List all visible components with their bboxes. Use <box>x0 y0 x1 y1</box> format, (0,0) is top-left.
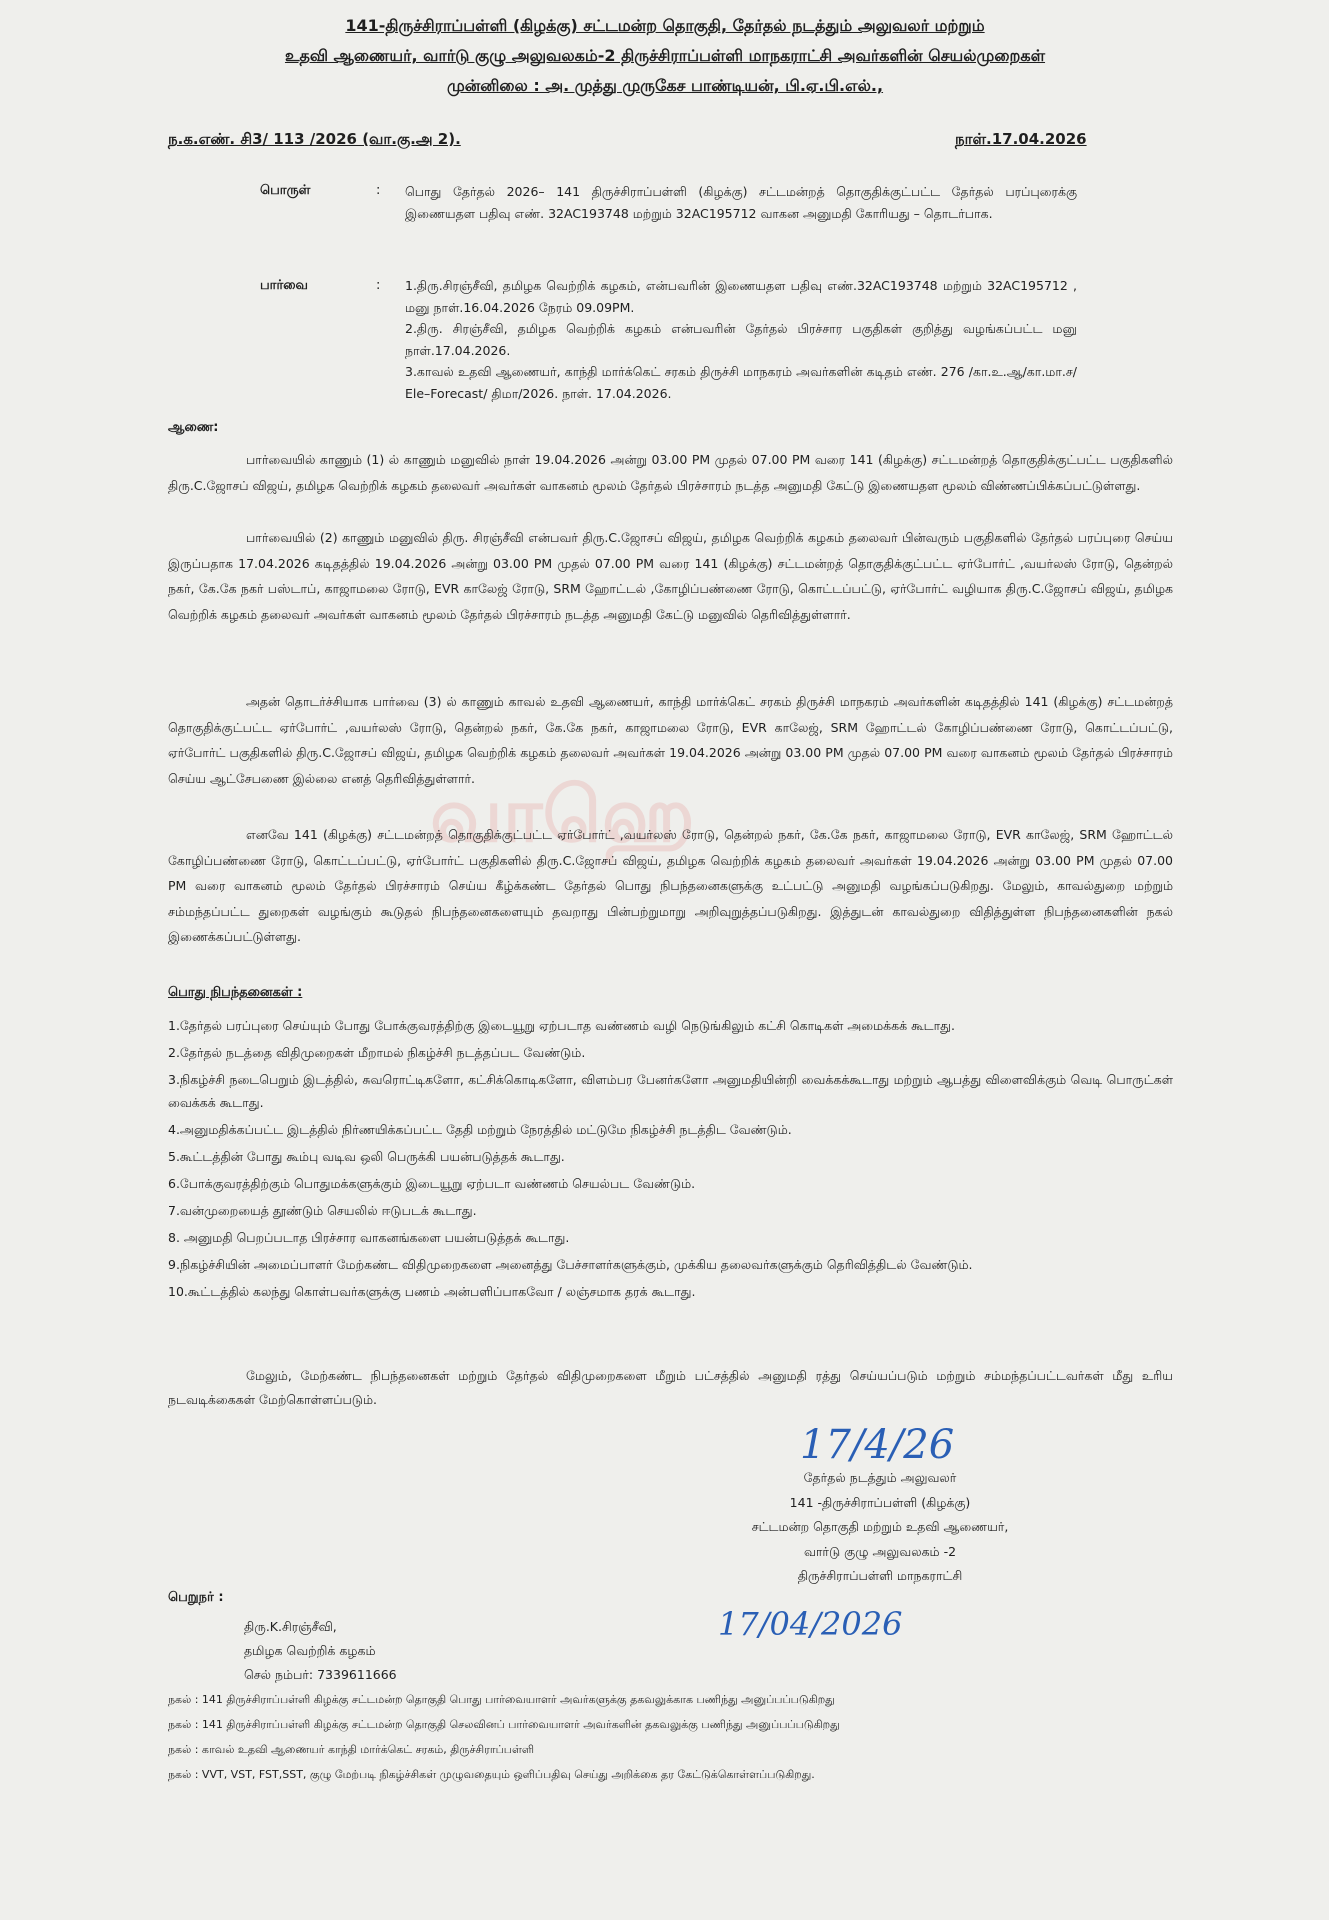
subject-colon: : <box>376 183 381 198</box>
condition-item: 10.கூட்டத்தில் கலந்து கொள்பவர்களுக்கு பணம் அன்பளிப்பாகவோ / லஞ்சமாக தரக் கூடாது. <box>168 1284 696 1299</box>
condition-item: 9.நிகழ்ச்சியின் அமைப்பாளர் மேற்கண்ட விதிமுறைகளை அனைத்து பேச்சாளர்களுக்கும், முக்கிய தலைவர்களுக்கும் தெரிவித்திடல் வேண்டும். <box>168 1257 973 1272</box>
order-paragraph-3: அதன் தொடர்ச்சியாக பார்வை (3) ல் காணும் காவல் உதவி ஆணையர், காந்தி மார்க்கெட் சரகம் திருச்சி மாநகரம் அவர்களின் கடிதத்தில் 141 (கிழக்கு) சட்டமன்றத் தொகுதிக்குட்பட்ட ஏர்போர்ட் ,வயர்லஸ் ரோடு, தென்றல் நகர், கே.கே நகர், காஜாமலை ரோடு, EVR காலேஜ், SRM ஹோட்டல் கோழிப்பண்ணை ரோடு, கொட்டப்பட்டு, ஏர்போர்ட் பகுதிகளில் திரு.C.ஜோசப் விஜய், தமிழக வெற்றிக் கழகம் தலைவர் அவர்கள் 19.04.2026 அன்று 03.00 PM முதல் 07.00 PM வரை வாகனம் மூலம் தேர்தல் பிரச்சாரம் செய்ய ஆட்சேபணை இல்லை எனத் தெரிவித்துள்ளார். <box>168 694 1173 786</box>
recipient-line: திரு.K.சிரஞ்சீவி, <box>244 1619 337 1634</box>
condition-item: 3.நிகழ்ச்சி நடைபெறும் இடத்தில், சுவரொட்டிகளோ, கட்சிக்கொடிகளோ, விளம்பர பேனர்களோ அனுமதியின்றி வைக்கக்கூடாது மற்றும் ஆபத்து விளைவிக்கும் வெடி பொருட்கள் வைக்கக் கூடாது. <box>168 1072 1173 1110</box>
signature-line: தேர்தல் நடத்தும் அலுவலர் <box>803 1470 957 1485</box>
copy-item: நகல் : 141 திருச்சிராப்பள்ளி கிழக்கு சட்டமன்ற தொகுதி செலவினப் பார்வையாளர் அவர்களின் தகவலுக்கு பணிந்து அனுப்பப்படுகிறது <box>168 1718 840 1731</box>
order-paragraph-1: பார்வையில் காணும் (1) ல் காணும் மனுவில் நாள் 19.04.2026 அன்று 03.00 PM முதல் 07.00 PM வரை 141 (கிழக்கு) சட்டமன்றத் தொகுதிக்குட்பட்ட பகுதிகளில் திரு.C.ஜோசப் விஜய், தமிழக வெற்றிக் கழகம் தலைவர் அவர்கள் வாகனம் மூலம் தேர்தல் பிரச்சாரம் நடத்த அனுமதி கேட்டு இணையதள மூலம் விண்ணப்பிக்கப்பட்டுள்ளது. <box>168 452 1173 493</box>
handwritten-date: 17/04/2026 <box>718 1605 903 1643</box>
handwritten-signature: 17/4/26 <box>800 1422 955 1468</box>
order-paragraph-2: பார்வையில் (2) காணும் மனுவில் திரு. சிரஞ்சீவி என்பவர் திரு.C.ஜோசப் விஜய், தமிழக வெற்றிக் கழகம் தலைவர் பின்வரும் பகுதிகளில் தேர்தல் பரப்புரை செய்ய இருப்பதாக 17.04.2026 கடிதத்தில் 19.04.2026 அன்று 03.00 PM முதல் 07.00 PM வரை 141 (கிழக்கு) சட்டமன்றத் தொகுதிக்குட்பட்ட ஏர்போர்ட் ,வயர்லஸ் ரோடு, தென்றல் நகர், கே.கே நகர் பஸ்டாப், காஜாமலை ரோடு, EVR காலேஜ் ரோடு, SRM ஹோட்டல் ,கோழிப்பண்ணை ரோடு, கொட்டப்பட்டு, ஏர்போர்ட் வழியாக திரு.C.ஜோசப் விஜய், தமிழக வெற்றிக் கழகம் தலைவர் அவர்கள் வாகனம் மூலம் தேர்தல் பிரச்சாரம் நடத்த அனுமதி கேட்டு மனுவில் தெரிவித்துள்ளார். <box>168 530 1173 622</box>
reference-item: 2.திரு. சிரஞ்சீவி, தமிழக வெற்றிக் கழகம் என்பவரின் தேர்தல் பிரச்சார பகுதிகள் குறித்து வழங்கப்பட்ட மனு நாள்.17.04.2026. <box>405 321 1077 358</box>
condition-item: 8. அனுமதி பெறப்படாத பிரச்சார வாகனங்களை பயன்படுத்தக் கூடாது. <box>168 1230 570 1245</box>
condition-item: 1.தேர்தல் பரப்புரை செய்யும் போது போக்குவரத்திற்கு இடையூறு ஏற்படாத வண்ணம் வழி நெடுங்கிலும் கட்சி கொடிகள் அமைக்கக் கூடாது. <box>168 1018 955 1033</box>
recipient-label: பெறுநர் : <box>168 1590 224 1605</box>
reference-label: பார்வை <box>260 278 309 293</box>
copy-item: நகல் : 141 திருச்சிராப்பள்ளி கிழக்கு சட்டமன்ற தொகுதி பொது பார்வையாளர் அவர்களுக்கு தகவலுக்காக பணிந்து அனுப்பப்படுகிறது <box>168 1693 835 1706</box>
subject-text: பொது தேர்தல் 2026– 141 திருச்சிராப்பள்ளி (கிழக்கு) சட்டமன்றத் தொகுதிக்குட்பட்ட தேர்தல் பரப்புரைக்கு இணையதள பதிவு எண். 32AC193748 மற்றும் 32AC195712 வாகன அனுமதி கோரியது – தொடர்பாக. <box>405 184 1077 221</box>
closing-paragraph: மேலும், மேற்கண்ட நிபந்தனைகள் மற்றும் தேர்தல் விதிமுறைகளை மீறும் பட்சத்தில் அனுமதி ரத்து செய்யப்படும் மற்றும் சம்மந்தப்பட்டவர்கள் மீது உரிய நடவடிக்கைகள் மேற்கொள்ளப்படும். <box>168 1368 1173 1407</box>
signature-line: வார்டு குழு அலுவலகம் -2 <box>803 1543 957 1559</box>
header-line-2: உதவி ஆணையர், வார்டு குழு அலுவலகம்-2 திருச்சிராப்பள்ளி மாநகராட்சி அவர்களின் செயல்முறைகள் <box>284 46 1046 65</box>
copy-item: நகல் : VVT, VST, FST,SST, குழு மேற்படி நிகழ்ச்சிகள் முழுவதையும் ஒளிப்பதிவு செய்து அறிக்கை தர கேட்டுக்கொள்ளப்படுகிறது. <box>168 1768 815 1781</box>
conditions-heading: பொது நிபந்தனைகள் : <box>168 985 303 1000</box>
header-line-3: முன்னிலை : அ. முத்து முருகேச பாண்டியன், பி.ஏ.பி.எல்., <box>446 76 884 95</box>
copy-list <box>168 1690 928 1790</box>
signature-block <box>690 1466 1070 1589</box>
reference-number: ந.க.எண். சி3/ 113 /2026 (வா.கு.அ 2). <box>168 130 461 148</box>
condition-item: 4.அனுமதிக்கப்பட்ட இடத்தில் நிர்ணயிக்கப்பட்ட தேதி மற்றும் நேரத்தில் மட்டுமே நிகழ்ச்சி நடத்திட வேண்டும். <box>168 1122 792 1137</box>
reference-list <box>405 275 1077 404</box>
condition-item: 7.வன்முறையைத் தூண்டும் செயலில் ஈடுபடக் கூடாது. <box>168 1203 477 1218</box>
header-line-1: 141-திருச்சிராப்பள்ளி (கிழக்கு) சட்டமன்ற தொகுதி, தேர்தல் நடத்தும் அலுவலர் மற்றும் <box>345 16 985 35</box>
reference-item: 1.திரு.சிரஞ்சீவி, தமிழக வெற்றிக் கழகம், என்பவரின் இணையதள பதிவு எண்.32AC193748 மற்றும் 32AC195712 , மனு நாள்.16.04.2026 நேரம் 09.09PM. <box>405 278 1077 315</box>
order-paragraph-4: எனவே 141 (கிழக்கு) சட்டமன்றத் தொகுதிக்குட்பட்ட ஏர்போர்ட் ,வயர்லஸ் ரோடு, தென்றல் நகர், கே.கே நகர், காஜாமலை ரோடு, EVR காலேஜ், SRM ஹோட்டல் கோழிப்பண்ணை ரோடு, கொட்டப்பட்டு, ஏர்போர்ட் பகுதிகளில் திரு.C.ஜோசப் விஜய், தமிழக வெற்றிக் கழகம் தலைவர் அவர்கள் 19.04.2026 அன்று 03.00 PM முதல் 07.00 PM வரை வாகனம் மூலம் தேர்தல் பிரச்சாரம் செய்ய கீழ்க்கண்ட தேர்தல் பொது நிபந்தனைகளுக்கு உட்பட்டு அனுமதி வழங்கப்படுகிறது. மேலும், காவல்துறை மற்றும் சம்மந்தப்பட்ட துறைகள் வழங்கும் கூடுதல் நிபந்தனைகளையும் தவறாது பின்பற்றுமாறு அறிவுறுத்தப்படுகிறது. இத்துடன் காவல்துறை விதித்துள்ள நிபந்தனைகளின் நகல் இணைக்கப்பட்டுள்ளது. <box>168 827 1173 944</box>
recipient-block <box>244 1615 397 1687</box>
condition-item: 2.தேர்தல் நடத்தை விதிமுறைகள் மீறாமல் நிகழ்ச்சி நடத்தப்பட வேண்டும். <box>168 1045 586 1060</box>
signature-line: 141 -திருச்சிராப்பள்ளி (கிழக்கு) <box>789 1494 971 1510</box>
signature-line: சட்டமன்ற தொகுதி மற்றும் உதவி ஆணையர், <box>751 1519 1009 1534</box>
reference-item: 3.காவல் உதவி ஆணையர், காந்தி மார்க்கெட் சரகம் திருச்சி மாநகரம் அவர்களின் கடிதம் எண். 276 /கா.உ.ஆ/கா.மா.ச/ Ele–Forecast/ திமா/2026. நாள். 17.04.2026. <box>405 364 1077 401</box>
condition-item: 6.போக்குவரத்திற்கும் பொதுமக்களுக்கும் இடையூறு ஏற்படா வண்ணம் செயல்பட வேண்டும். <box>168 1176 696 1191</box>
signature-line: திருச்சிராப்பள்ளி மாநகராட்சி <box>797 1568 963 1583</box>
copy-item: நகல் : காவல் உதவி ஆணையர் காந்தி மார்க்கெட் சரகம், திருச்சிராப்பள்ளி <box>168 1743 535 1756</box>
condition-item: 5.கூட்டத்தின் போது கூம்பு வடிவ ஒலி பெருக்கி பயன்படுத்தக் கூடாது. <box>168 1149 565 1164</box>
document-date: நாள்.17.04.2026 <box>955 130 1087 148</box>
recipient-line: தமிழக வெற்றிக் கழகம் <box>244 1643 376 1658</box>
order-heading: ஆணை: <box>168 420 219 435</box>
conditions-list <box>168 1014 1173 1307</box>
subject-label: பொருள் <box>260 183 311 198</box>
reference-colon: : <box>376 278 381 293</box>
watermark: வாஹெ <box>430 770 695 859</box>
recipient-line: செல் நம்பர்: 7339611666 <box>244 1667 397 1682</box>
